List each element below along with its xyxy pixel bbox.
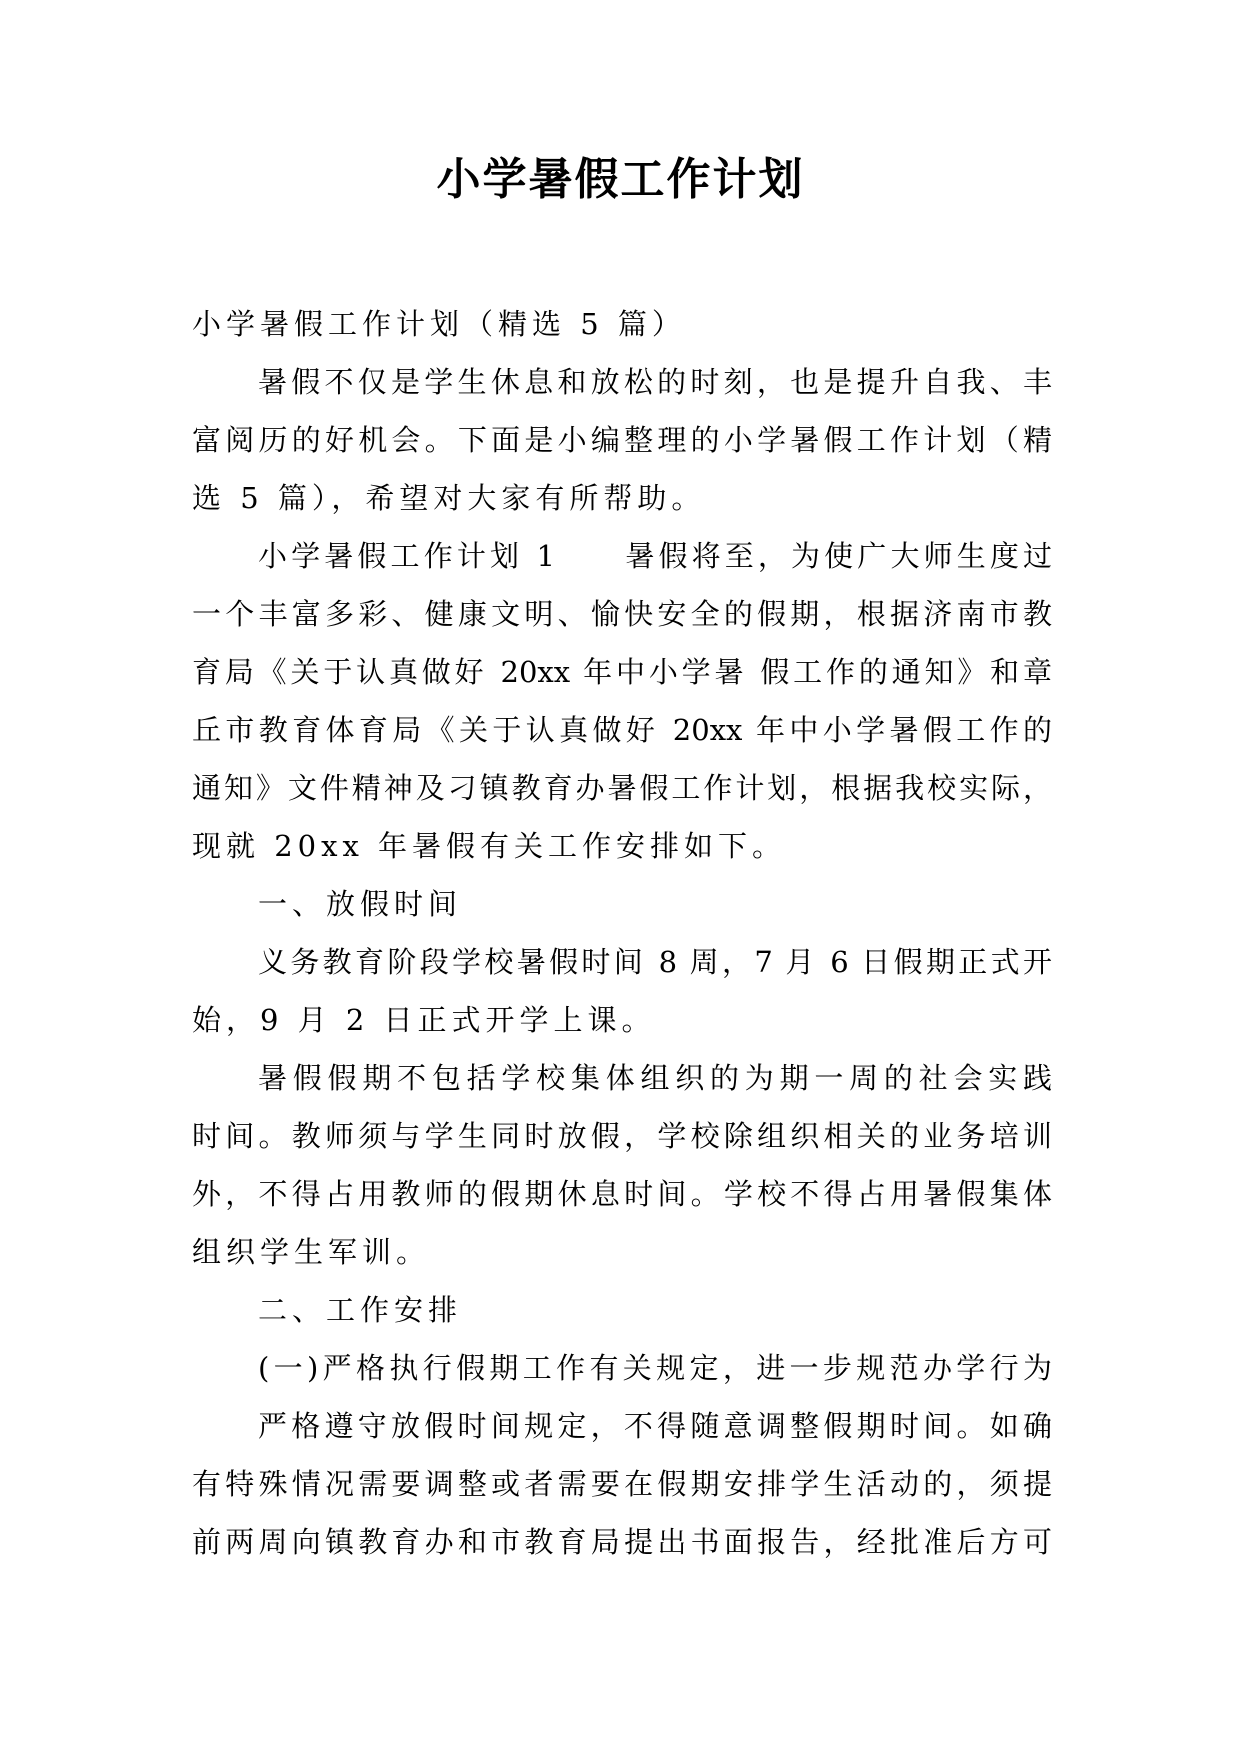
text-line: 组织学生军训。	[192, 1235, 431, 1269]
text-line: 选 5 篇），希望对大家有所帮助。	[192, 481, 706, 515]
text-line: 通知》文件精神及刁镇教育办暑假工作计划，根据我校实际，	[192, 771, 1052, 805]
text-line: 现就 20xx 年暑假有关工作安排如下。	[192, 829, 787, 863]
text-line: 严格遵守放假时间规定，不得随意调整假期时间。如确	[258, 1409, 1052, 1443]
text-line: 有特殊情况需要调整或者需要在假期安排学生活动的，须提	[192, 1467, 1052, 1501]
text-line: 前两周向镇教育办和市教育局提出书面报告，经批准后方可	[192, 1525, 1052, 1559]
text-line: 始，9 月 2 日正式开学上课。	[192, 1003, 656, 1037]
text-line: 暑假假期不包括学校集体组织的为期一周的社会实践	[258, 1061, 1052, 1095]
text-line: 小学暑假工作计划 1 暑假将至，为使广大师生度过	[258, 539, 1052, 573]
text-line: 育局《关于认真做好 20xx 年中小学暑 假工作的通知》和章	[192, 655, 1052, 689]
text-line: 暑假不仅是学生休息和放松的时刻，也是提升自我、丰	[258, 365, 1052, 399]
text-line: 小学暑假工作计划（精选 5 篇）	[192, 307, 686, 341]
text-line: 外，不得占用教师的假期休息时间。学校不得占用暑假集体	[192, 1177, 1052, 1211]
text-line: 一、放假时间	[258, 887, 463, 921]
document-body	[192, 295, 1052, 1571]
text-line: 时间。教师须与学生同时放假，学校除组织相关的业务培训	[192, 1119, 1052, 1153]
text-line: 富阅历的好机会。下面是小编整理的小学暑假工作计划（精	[192, 423, 1052, 457]
text-line: 丘市教育体育局《关于认真做好 20xx 年中小学暑假工作的	[192, 713, 1052, 747]
document-title: 小学暑假工作计划	[436, 154, 805, 205]
text-line: 一个丰富多彩、健康文明、愉快安全的假期，根据济南市教	[192, 597, 1052, 631]
text-line: (一)严格执行假期工作有关规定，进一步规范办学行为	[258, 1351, 1052, 1385]
text-line: 义务教育阶段学校暑假时间 8 周，7 月 6 日假期正式开	[258, 945, 1052, 979]
text-line: 二、工作安排	[258, 1293, 463, 1327]
